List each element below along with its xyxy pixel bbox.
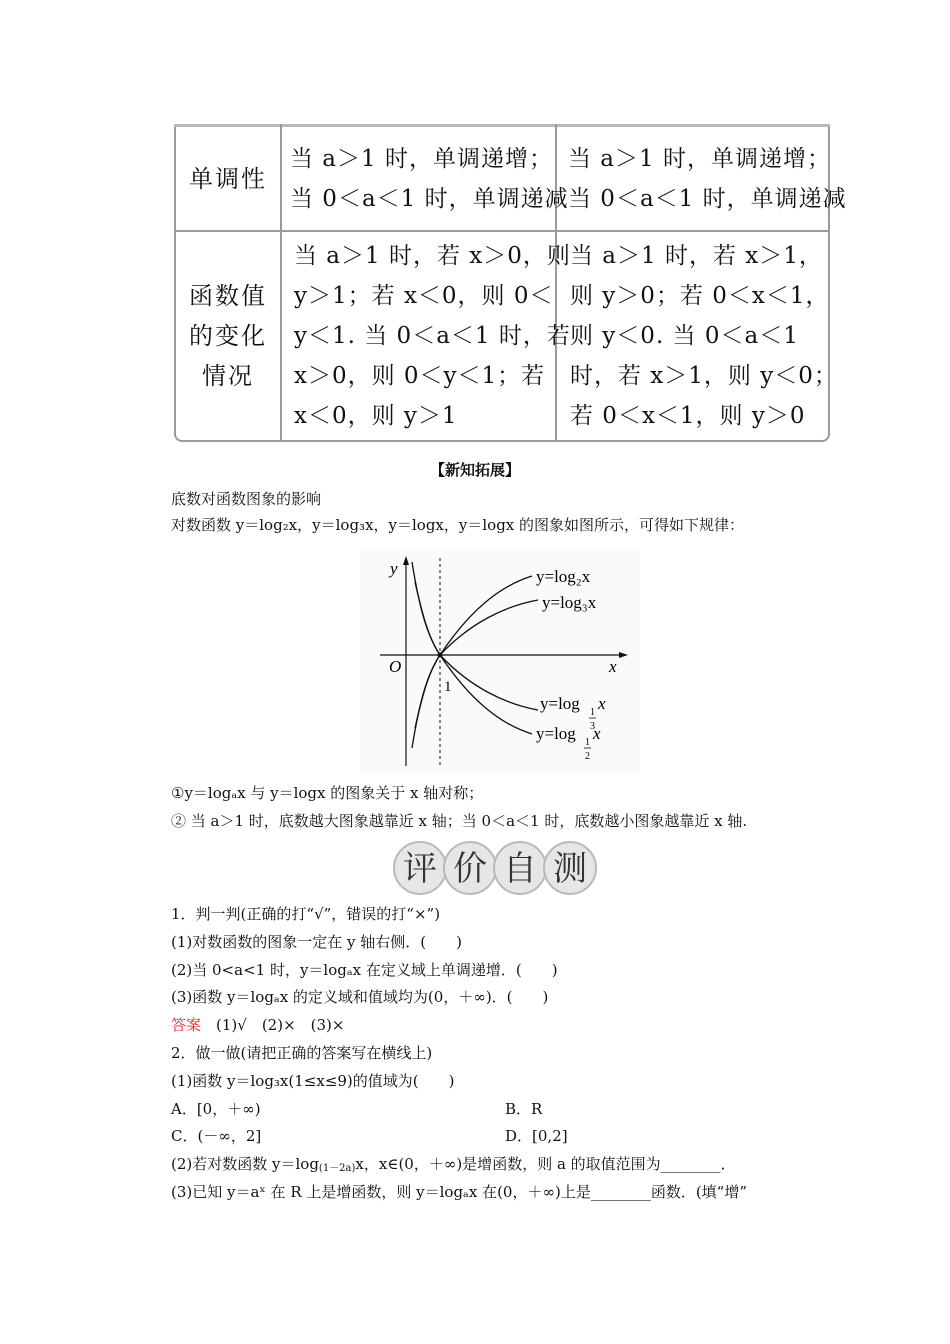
log-graph xyxy=(360,548,640,774)
topic-line: 底数对函数图象的影响 xyxy=(171,490,322,508)
q2-item-2-post: x，x∈(0，＋∞)是增函数，则 a 的取值范围为________． xyxy=(355,1155,736,1173)
banner-char: 测 xyxy=(553,849,587,889)
x-axis-label: x xyxy=(609,657,617,676)
table-top-edge xyxy=(174,124,830,127)
table-cell: 当 a＞1 时，若 x＞0，则 xyxy=(294,243,571,269)
table-divider xyxy=(555,124,557,440)
table-cell: y＞1；若 x＜0，则 0＜ xyxy=(294,283,554,309)
origin-label: O xyxy=(389,657,402,676)
q2-title: 2．做一做(请把正确的答案写在横线上) xyxy=(171,1044,433,1062)
label-tail: x xyxy=(593,724,601,743)
frac-den: 2 xyxy=(585,751,590,762)
q1-item: (1)对数函数的图象一定在 y 轴右侧．( ) xyxy=(171,933,462,951)
banner-char: 价 xyxy=(453,849,487,889)
y-axis-label: y xyxy=(390,559,398,578)
tick-one-label: 1 xyxy=(444,679,452,695)
self-test-banner xyxy=(390,840,600,896)
table-cell: 则 y＞0；若 0＜x＜1， xyxy=(570,283,830,309)
option-c: C．(－∞，2] xyxy=(171,1127,262,1145)
row-header-values: 的变化 xyxy=(189,322,267,350)
q2-item-3: (3)已知 y＝aˣ 在 R 上是增函数，则 y＝logₐx 在(0，＋∞)上是________函数．(填“增” xyxy=(171,1183,748,1201)
table-cell: 当 0＜a＜1 时，单调递减 xyxy=(290,186,569,212)
table-cell: 当 a＞1 时，单调递增； xyxy=(290,146,553,172)
intro-line: 对数函数 y＝log₂x，y＝log₃x，y＝logx，y＝logx 的图象如图所示，可得如下规律： xyxy=(171,516,745,534)
table-divider xyxy=(176,230,828,232)
frac-num: 1 xyxy=(590,707,595,718)
properties-table xyxy=(174,124,847,442)
banner-char: 自 xyxy=(503,849,537,889)
banner-char: 评 xyxy=(403,849,437,889)
rule-1: ①y＝logₐx 与 y＝logx 的图象关于 x 轴对称； xyxy=(171,784,484,802)
table-cell: 当 0＜a＜1 时，单调递减 xyxy=(568,186,847,212)
label-tail: x xyxy=(598,694,606,713)
label-log2: y=log₂x xyxy=(536,567,591,586)
answer-label: 答案 xyxy=(171,1016,202,1034)
q2-item-2 xyxy=(171,1153,736,1174)
frac-num: 1 xyxy=(585,737,590,748)
section-title: 【新知拓展】 xyxy=(429,461,520,479)
label-log-one-half: y=log xyxy=(536,724,576,743)
table-cell: 则 y＜0. 当 0＜a＜1 xyxy=(570,323,799,349)
answer-text: (1)√ (2)× (3)× xyxy=(201,1016,345,1034)
table-divider xyxy=(280,124,282,440)
q1-item: (3)函数 y＝logₐx 的定义域和值域均为(0，＋∞)．( ) xyxy=(171,988,549,1006)
row-header-values: 函数值 xyxy=(189,282,267,310)
label-log-one-third: y=log xyxy=(540,694,580,713)
option-a: A．[0，＋∞) xyxy=(171,1100,261,1118)
table-cell: x＞0，则 0＜y＜1；若 xyxy=(294,363,546,389)
table-cell: 时，若 x＞1，则 y＜0； xyxy=(570,363,838,389)
q2-item-1: (1)函数 y＝log₃x(1≤x≤9)的值域为( ) xyxy=(171,1072,455,1090)
table-cell: x＜0，则 y＞1 xyxy=(294,403,458,429)
option-d: D．[0,2] xyxy=(505,1127,568,1145)
rule-2: ② 当 a＞1 时，底数越大图象越靠近 x 轴；当 0＜a＜1 时，底数越小图象越靠近 x 轴. xyxy=(171,812,748,830)
q1-answer xyxy=(171,1014,344,1035)
table-cell: 当 a＞1 时，若 x＞1， xyxy=(570,243,823,269)
frac-den: 3 xyxy=(590,721,595,732)
row-header-monotonic: 单调性 xyxy=(189,165,267,193)
q1-title: 1．判一判(正确的打“√”，错误的打“×”) xyxy=(171,905,441,923)
q2-item-2-pre: (2)若对数函数 y＝log xyxy=(171,1155,319,1173)
option-b: B．R xyxy=(505,1100,543,1118)
row-header-values: 情况 xyxy=(202,362,254,390)
point-one xyxy=(438,653,443,658)
table-cell: 若 0＜x＜1，则 y＞0 xyxy=(570,403,806,429)
q2-item-2-sub: (1－2a) xyxy=(318,1163,356,1174)
table-cell: 当 a＞1 时，单调递增； xyxy=(568,146,831,172)
q1-item: (2)当 0<a<1 时，y＝logₐx 在定义域上单调递增．( ) xyxy=(171,961,558,979)
label-log3: y=log₃x xyxy=(542,593,597,612)
table-cell: y＜1. 当 0＜a＜1 时，若 xyxy=(294,323,571,349)
